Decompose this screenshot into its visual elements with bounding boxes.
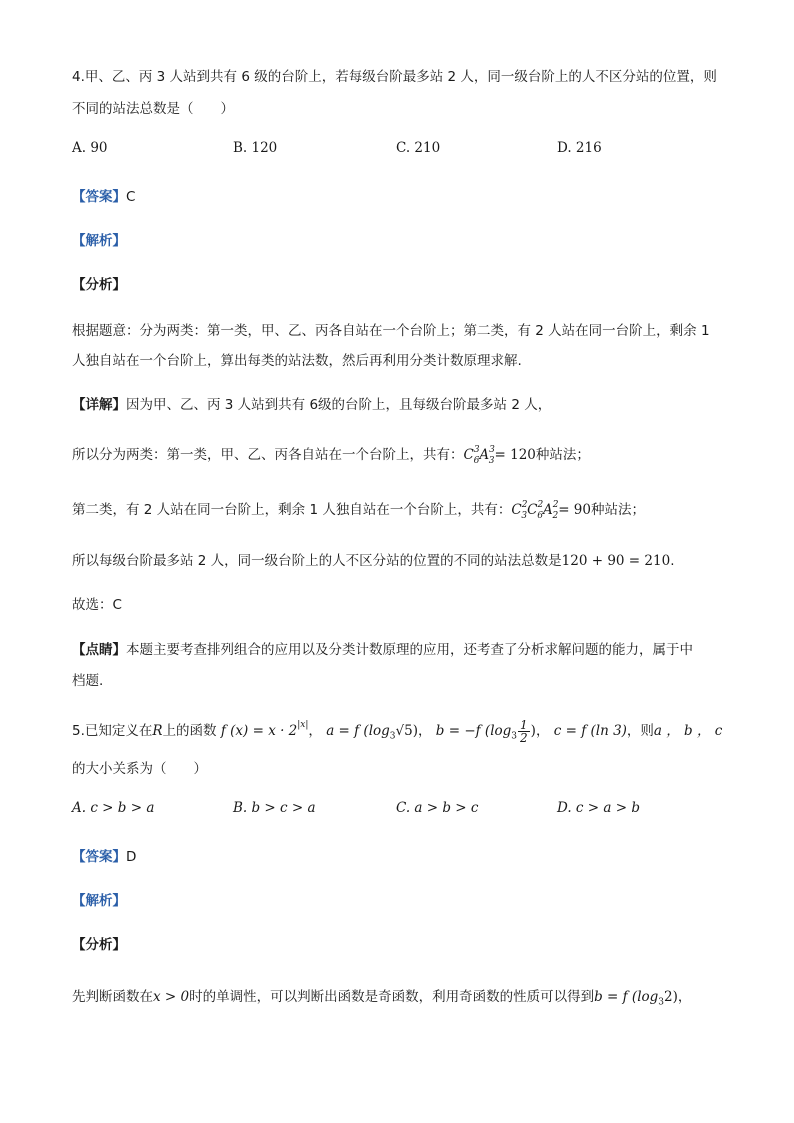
q4-stem-line1: 4.甲、乙、丙 3 人站到共有 6 级的台阶上，若每级台阶最多站 2 人，同一级台阶上的人不区分站的位置，则 [72,69,717,85]
q5-a: a = f $(\log_3√5)$ [326,723,418,742]
q5-option-c: C. a > b > c [396,800,479,816]
formula-c63-a33: $C^3_6A^3_3$ [463,444,495,466]
q4-answer [72,184,734,210]
dianjing-label: 【点睛】 [72,642,126,658]
answer-value: D [126,849,137,865]
q5-stem-line1: 5.已知定义在R上的函数 f $(x) = x \cdot 2^{|x|}$， a = f $(\log_3√5)$， b = −f ($\log_3$ $\frac{1}{2}$ )， c = f (ln 3)，则a ， b ， c [72,718,723,745]
q5-fenxi-line1: 先判断函数在x > 0时的单调性，可以判断出函数是奇函数，利用奇函数的性质可以得到b = f $(\log_32)$， [72,989,692,1008]
q5-option-b: B. b > c > a [233,800,316,816]
q5-fx: f $(x) = x \cdot 2^{|x|}$ [220,719,309,739]
q5-answer [72,844,734,870]
q4-option-c: C. 210 [396,140,441,156]
answer-label: 【答案】 [72,849,126,865]
q5-option-d: D. c > a > b [557,800,640,816]
q5-option-a: A. c > b > a [72,800,155,816]
detail-label: 【详解】 [72,397,126,413]
q4-option-d: D. 216 [557,140,602,156]
q4-detail-line1: 【详解】因为甲、乙、丙 3 人站到共有 6级的台阶上，且每级台阶最多站 2 人， [72,397,552,413]
q4-detail-line3: 第二类，有 2 人站在同一台阶上，剩余 1 人独自站在一个台阶上，共有：$C^2_3C^2_6A^2_2= 90$种站法； [72,499,645,521]
q5-fenxi-label: 【分析】 [72,937,126,953]
answer-label: 【答案】 [72,189,126,205]
q4-fenxi-label: 【分析】 [72,277,126,293]
formula-c32-c62-a22: $C^2_3C^2_6A^2_2$ [511,499,559,521]
q4-choose: 故选：C [72,597,122,613]
q5-c: c = f (ln 3) [553,723,627,739]
q4-option-a: A. 90 [72,140,108,156]
q5-stem-line2: 的大小关系为（ ） [72,761,207,777]
q4-dianjing-line1: 【点睛】本题主要考查排列组合的应用以及分类计数原理的应用，还考查了分析求解问题的能力，属于中 [72,642,693,658]
q4-fenxi-line1: 根据题意：分为两类：第一类，甲、乙、丙各自站在一个台阶上；第二类，有 2 人站在同一台阶上，剩余 1 [72,323,710,339]
q4-stem-line2: 不同的站法总数是（ ） [72,101,234,117]
q5-analysis-label: 【解析】 [72,893,126,909]
q4-detail-line2: 所以分为两类：第一类，甲、乙、丙各自站在一个台阶上，共有：$C^3_6A^3_3= 120$种站法； [72,444,590,466]
q4-fenxi-line2: 人独自站在一个台阶上，算出每类的站法数，然后再利用分类计数原理求解. [72,353,522,369]
q4-analysis-label: 【解析】 [72,233,126,249]
q4-dianjing-line2: 档题. [72,673,104,689]
answer-value: C [126,189,136,205]
q4-detail-line4: 所以每级台阶最多站 2 人，同一级台阶上的人不区分站的位置的不同的站法总数是120 + 90 = 210. [72,553,675,569]
q5-b: b = −f ($\log_3$ $\frac{1}{2}$ ) [435,718,536,745]
q4-option-b: B. 120 [233,140,278,156]
